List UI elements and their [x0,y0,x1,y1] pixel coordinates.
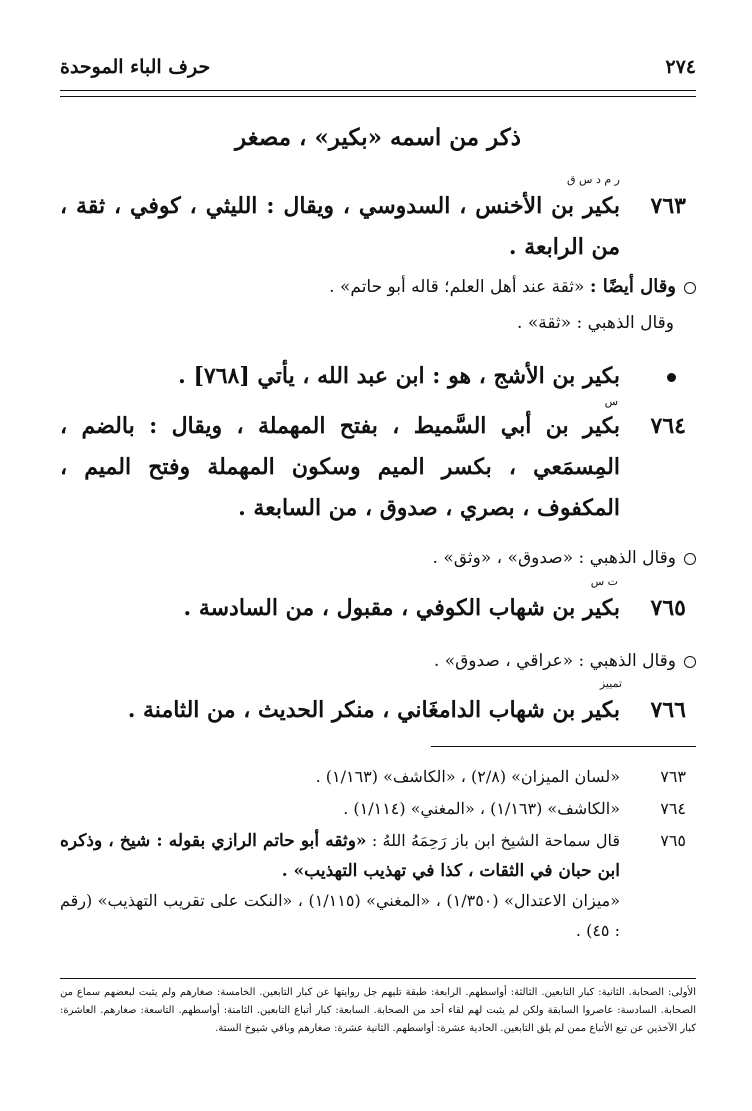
footnote-763 [60,762,696,792]
entry-sigla: س [604,395,618,408]
note-text: «ثقة عند أهل العلم؛ قاله أبو حاتم» . [329,277,590,297]
footnote-sources: «ميزان الاعتدال» (١/٣٥٠) ، «المغني» (١/١١٥) ، «النكت على تقريب التهذيب» (رقم : ٤٥) . [60,891,621,940]
circle-marker-icon [684,282,696,294]
footnote-number: ٧٦٤ [660,799,686,818]
entry-764 [60,395,696,529]
entry-763 [60,173,696,268]
footnote-text: «لسان الميزان» (٢/٨) ، «الكاشف» (١/١٦٣) . [315,767,620,786]
footnote-separator [431,746,696,747]
footnote-number: ٧٦٥ [660,831,686,850]
section-title: ذكر من اسمه «بكير» ، مصغر [235,124,521,151]
note-763-b: وقال الذهبي : «ثقة» . [517,313,674,333]
entry-sigla: ر م د س ق [567,173,620,186]
circle-marker-icon [684,553,696,565]
entry-text: بكير بن الأخنس ، السدوسي ، ويقال : الليثي ، كوفي ، ثقة ، من الرابعة . [60,193,620,260]
chapter-title: حرف الباء الموحدة [60,56,211,78]
note-764 [60,543,696,573]
entry-sigla: ت س [590,575,618,588]
entry-text: بكير بن أبي السَّميط ، بفتح المهملة ، ويقال : بالضم ، المِسمَعي ، بكسر الميم وسكون المهملة وفتح الميم ، المكفوف ، بصري ، صدوق ، من السابعة . [60,413,620,521]
entry-number: ٧٦٦ [650,697,686,723]
footnote-quote: «وثقه أبو حاتم الرازي بقوله : شيخ ، وذكره ابن حبان في الثقات ، كذا في تهذيب التهذيب» . [60,831,620,881]
note-763-a [60,272,696,302]
entry-text: بكير بن شهاب الكوفي ، مقبول ، من السادسة . [183,595,620,621]
footnote-text: «الكاشف» (١/١٦٣) ، «المغني» (١/١١٤) . [343,799,620,818]
note-text: وقال الذهبي : «صدوق» ، «وثق» . [432,548,676,568]
entry-number: ٧٦٤ [650,413,686,439]
note-lead: وقال أيضًا : [589,276,676,297]
entry-766 [60,677,696,731]
entry-number: ٧٦٣ [650,193,686,219]
footnote-number: ٧٦٣ [660,767,686,786]
legend-separator [60,978,696,979]
entry-765 [60,575,696,629]
entry-text: بكير بن شهاب الدامغَاني ، منكر الحديث ، من الثامنة . [127,697,620,723]
entry-number: ٧٦٥ [650,595,686,621]
bullet-icon [616,356,676,397]
header-double-rule [60,90,696,97]
tabaqat-legend: الأولى: الصحابة. الثانية: كبار التابعين. الثالثة: أواسطهم. الرابعة: طبقة تليهم جل روايتها عن كبار التابعين. الخامسة: صغارهم ولم يثبت لبعضهم سماع من الصحابة. السادسة: عاصروا السابقة ولكن لم يثبت لهم لقاء أحد من الصحابة. السابعة: كبار أتباع التابعين. الثامنة: أواسطهم. التاسعة: صغارهم. العاشرة: كبار الآخذين عن تبع الأتباع ممن لم يلق التابعين. الحادية عشرة: أواسطهم. الثانية عشرة: صغارهم وباقي شيوخ الستة. [60,987,696,1034]
page-number: ٢٧٤ [665,56,696,78]
footnote-764 [60,794,696,824]
cross-reference-text: بكير بن الأشج ، هو : ابن عبد الله ، يأتي [٧٦٨] . [178,363,620,389]
entry-sigla: تمييز [599,677,622,690]
cross-reference [60,356,696,397]
footnote-lead: قال سماحة الشيخ ابن باز رَحِمَهُ اللهُ : [366,831,621,850]
note-text: وقال الذهبي : «عراقي ، صدوق» . [433,651,676,671]
circle-marker-icon [684,656,696,668]
book-page [60,48,696,1088]
note-765 [60,646,696,676]
running-header [60,48,696,86]
footnote-765 [60,826,696,946]
